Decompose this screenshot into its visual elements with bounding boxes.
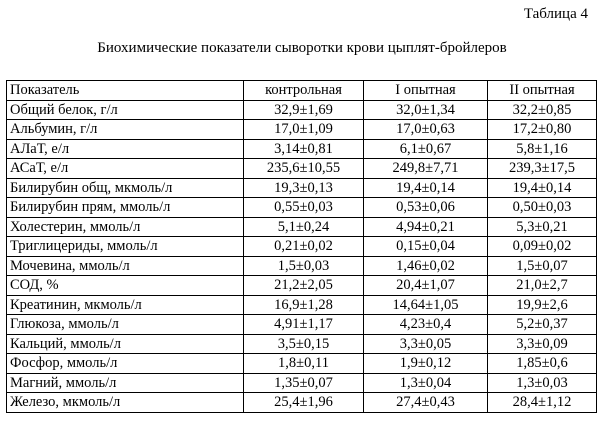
table-row bbox=[7, 295, 597, 315]
parameter-cell: АСаТ, е/л bbox=[7, 159, 244, 179]
experimental-2-value-cell: 0,09±0,02 bbox=[488, 237, 597, 257]
table-row bbox=[7, 315, 597, 335]
experimental-1-value-cell: 17,0±0,63 bbox=[364, 120, 488, 140]
biochemistry-table bbox=[6, 80, 597, 413]
experimental-1-value-cell: 27,4±0,43 bbox=[364, 393, 488, 413]
experimental-2-value-cell: 1,3±0,03 bbox=[488, 373, 597, 393]
control-value-cell: 0,55±0,03 bbox=[244, 198, 364, 218]
parameter-cell: Магний, ммоль/л bbox=[7, 373, 244, 393]
control-value-cell: 235,6±10,55 bbox=[244, 159, 364, 179]
experimental-2-value-cell: 5,2±0,37 bbox=[488, 315, 597, 335]
experimental-1-value-cell: 20,4±1,07 bbox=[364, 276, 488, 296]
table-row bbox=[7, 354, 597, 374]
table-title: Биохимические показатели сыворотки крови цыплят-бройлеров bbox=[97, 40, 507, 56]
experimental-1-value-cell: 6,1±0,67 bbox=[364, 139, 488, 159]
parameter-cell: Глюкоза, ммоль/л bbox=[7, 315, 244, 335]
experimental-2-value-cell: 3,3±0,09 bbox=[488, 334, 597, 354]
table-row bbox=[7, 373, 597, 393]
table-row bbox=[7, 217, 597, 237]
table-caption: Таблица 4 bbox=[523, 6, 588, 22]
control-value-cell: 16,9±1,28 bbox=[244, 295, 364, 315]
experimental-2-value-cell: 1,85±0,6 bbox=[488, 354, 597, 374]
experimental-1-value-cell: 0,15±0,04 bbox=[364, 237, 488, 257]
parameter-cell: Холестерин, ммоль/л bbox=[7, 217, 244, 237]
table-body bbox=[7, 100, 597, 412]
control-value-cell: 19,3±0,13 bbox=[244, 178, 364, 198]
parameter-cell: Триглицериды, ммоль/л bbox=[7, 237, 244, 257]
control-value-cell: 21,2±2,05 bbox=[244, 276, 364, 296]
table-row bbox=[7, 256, 597, 276]
control-value-cell: 3,14±0,81 bbox=[244, 139, 364, 159]
control-value-cell: 0,21±0,02 bbox=[244, 237, 364, 257]
experimental-1-value-cell: 1,9±0,12 bbox=[364, 354, 488, 374]
parameter-cell: Железо, мкмоль/л bbox=[7, 393, 244, 413]
experimental-1-value-cell: 0,53±0,06 bbox=[364, 198, 488, 218]
control-value-cell: 32,9±1,69 bbox=[244, 100, 364, 120]
experimental-2-value-cell: 19,4±0,14 bbox=[488, 178, 597, 198]
experimental-1-value-cell: 4,23±0,4 bbox=[364, 315, 488, 335]
experimental-1-value-cell: 3,3±0,05 bbox=[364, 334, 488, 354]
experimental-1-value-cell: 1,46±0,02 bbox=[364, 256, 488, 276]
experimental-2-value-cell: 5,8±1,16 bbox=[488, 139, 597, 159]
table-row bbox=[7, 276, 597, 296]
parameter-cell: СОД, % bbox=[7, 276, 244, 296]
parameter-cell: АЛаТ, е/л bbox=[7, 139, 244, 159]
experimental-2-value-cell: 5,3±0,21 bbox=[488, 217, 597, 237]
parameter-cell: Мочевина, ммоль/л bbox=[7, 256, 244, 276]
experimental-2-value-cell: 17,2±0,80 bbox=[488, 120, 597, 140]
table-row bbox=[7, 139, 597, 159]
parameter-cell: Билирубин прям, ммоль/л bbox=[7, 198, 244, 218]
experimental-2-value-cell: 0,50±0,03 bbox=[488, 198, 597, 218]
experimental-1-value-cell: 14,64±1,05 bbox=[364, 295, 488, 315]
experimental-2-value-cell: 32,2±0,85 bbox=[488, 100, 597, 120]
experimental-1-value-cell: 1,3±0,04 bbox=[364, 373, 488, 393]
header-experimental-group-1: I опытная bbox=[364, 81, 488, 101]
experimental-1-value-cell: 249,8±7,71 bbox=[364, 159, 488, 179]
table-row bbox=[7, 334, 597, 354]
control-value-cell: 5,1±0,24 bbox=[244, 217, 364, 237]
parameter-cell: Креатинин, мкмоль/л bbox=[7, 295, 244, 315]
parameter-cell: Альбумин, г/л bbox=[7, 120, 244, 140]
experimental-2-value-cell: 19,9±2,6 bbox=[488, 295, 597, 315]
header-experimental-group-2: II опытная bbox=[488, 81, 597, 101]
table-row bbox=[7, 120, 597, 140]
table-row bbox=[7, 159, 597, 179]
table-row bbox=[7, 393, 597, 413]
parameter-cell: Билирубин общ, мкмоль/л bbox=[7, 178, 244, 198]
control-value-cell: 17,0±1,09 bbox=[244, 120, 364, 140]
table-row bbox=[7, 178, 597, 198]
parameter-cell: Кальций, ммоль/л bbox=[7, 334, 244, 354]
control-value-cell: 1,5±0,03 bbox=[244, 256, 364, 276]
table-header-row bbox=[7, 81, 597, 101]
control-value-cell: 1,8±0,11 bbox=[244, 354, 364, 374]
table-row bbox=[7, 237, 597, 257]
experimental-2-value-cell: 21,0±2,7 bbox=[488, 276, 597, 296]
header-control-group: контрольная bbox=[244, 81, 364, 101]
control-value-cell: 25,4±1,96 bbox=[244, 393, 364, 413]
experimental-2-value-cell: 28,4±1,12 bbox=[488, 393, 597, 413]
experimental-2-value-cell: 1,5±0,07 bbox=[488, 256, 597, 276]
control-value-cell: 4,91±1,17 bbox=[244, 315, 364, 335]
parameter-cell: Фосфор, ммоль/л bbox=[7, 354, 244, 374]
control-value-cell: 3,5±0,15 bbox=[244, 334, 364, 354]
experimental-1-value-cell: 4,94±0,21 bbox=[364, 217, 488, 237]
experimental-1-value-cell: 32,0±1,34 bbox=[364, 100, 488, 120]
experimental-2-value-cell: 239,3±17,5 bbox=[488, 159, 597, 179]
parameter-cell: Общий белок, г/л bbox=[7, 100, 244, 120]
experimental-1-value-cell: 19,4±0,14 bbox=[364, 178, 488, 198]
table-row bbox=[7, 198, 597, 218]
control-value-cell: 1,35±0,07 bbox=[244, 373, 364, 393]
table-row bbox=[7, 100, 597, 120]
header-parameter: Показатель bbox=[7, 81, 244, 101]
